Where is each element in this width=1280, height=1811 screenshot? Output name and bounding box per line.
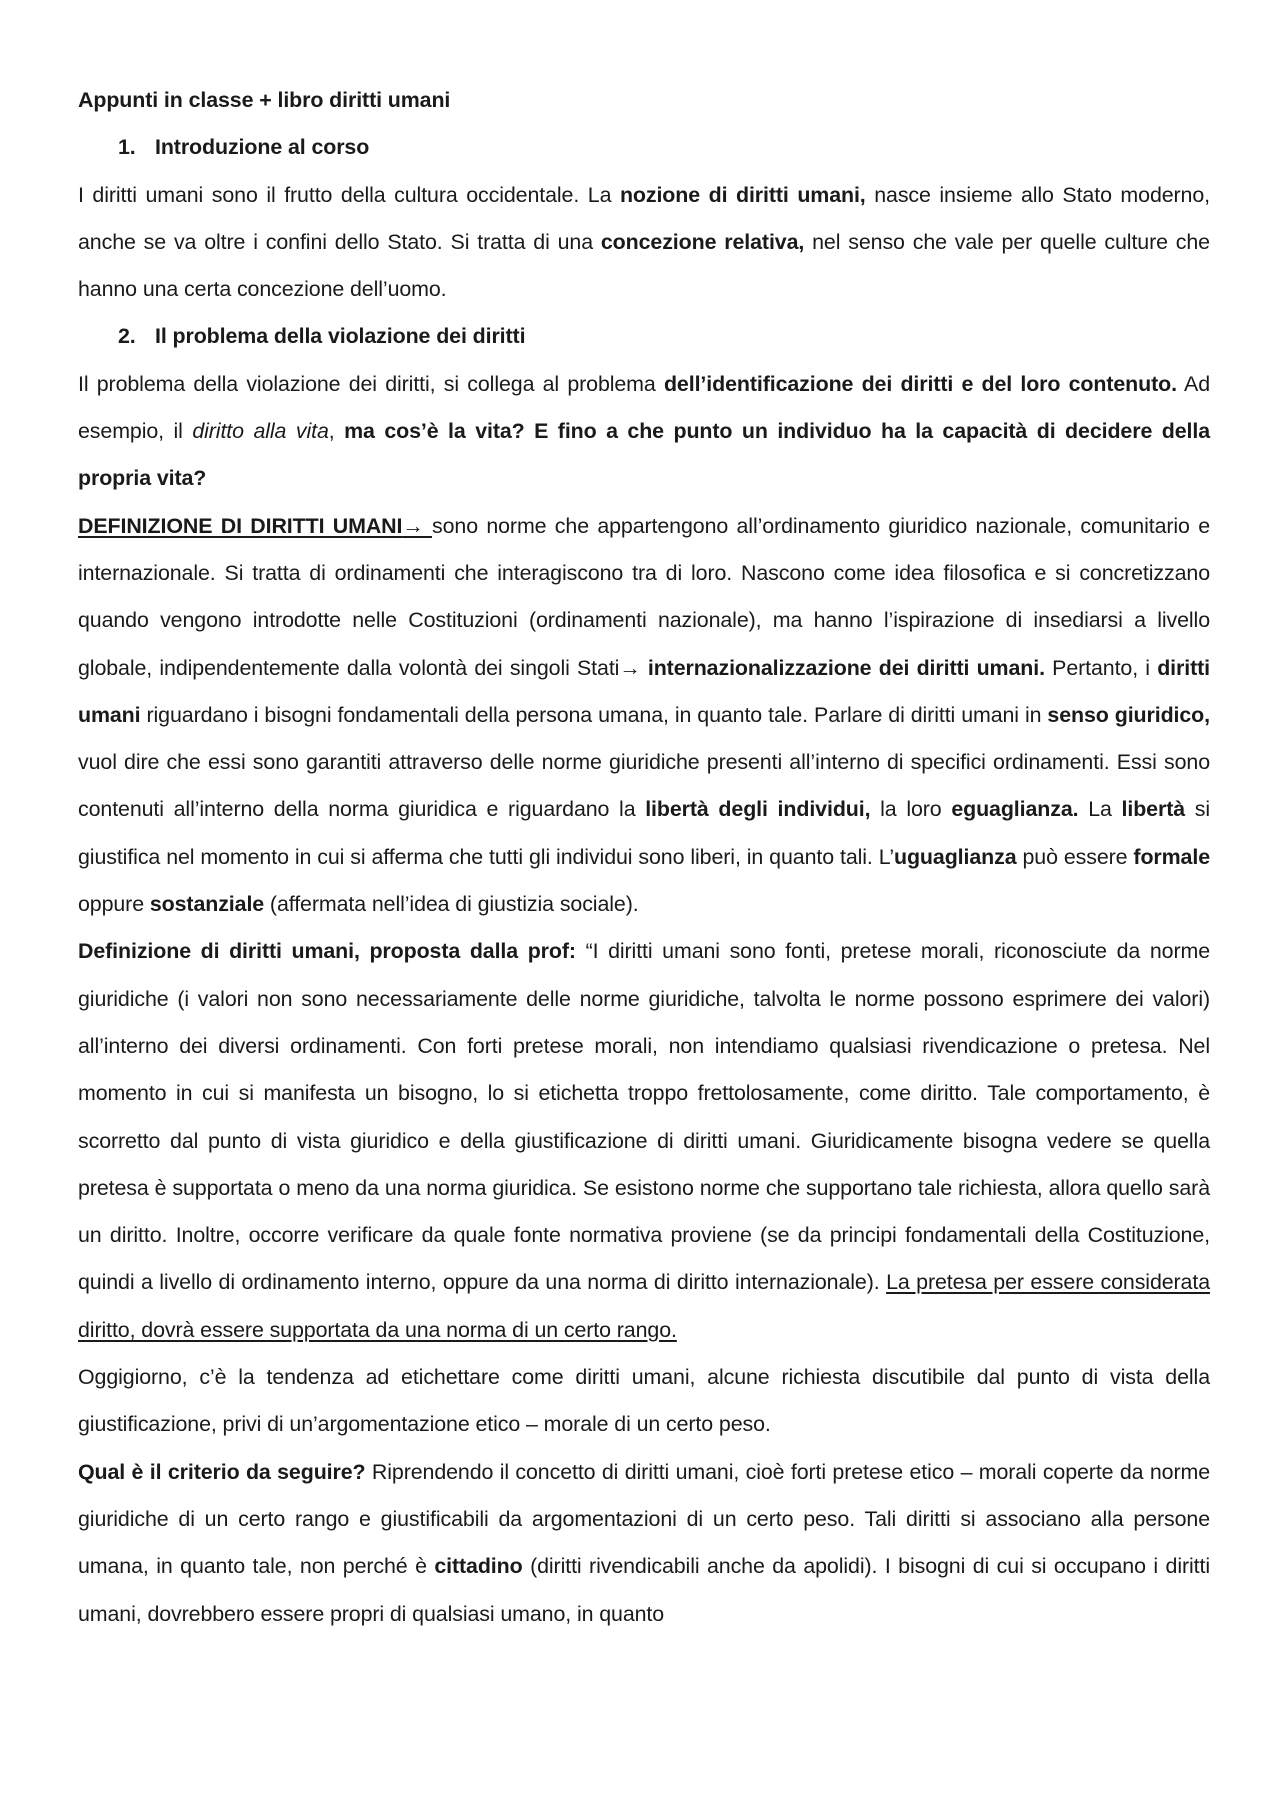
paragraph-intro: I diritti umani sono il frutto della cultura occidentale. La nozione di diritti umani, nasce insieme allo Stato moderno, anche se va oltre i confini dello Stato. Si tratta di una concezione relativa, nel senso che vale per quelle culture che hanno una certa concezione dell’uomo. — [78, 182, 1210, 302]
section-title: Introduzione al corso — [155, 135, 370, 160]
section-title: Il problema della violazione dei diritti — [155, 324, 526, 349]
paragraph-prof-definition: Definizione di diritti umani, proposta dalla prof: “I diritti umani sono fonti, pretese morali, riconosciute da norme giuridiche (i valori non sono necessariamente delle norme giuridiche, talvolta le norme possono esprimere dei valori) all’interno dei diversi ordinamenti. Con forti pretese morali, non intendiamo qualsiasi rivendicazione o pretesa. Nel momento in cui si manifesta un bisogno, lo si etichetta troppo frettolosamente, come diritto. Tale comportamento, è scorretto dal punto di vista giuridico e della giustificazione di diritti umani. Giuridicamente bisogna vedere se quella pretesa è supportata o meno da una norma giuridica. Se esistono norme che supportano tale richiesta, allora quello sarà un diritto. Inoltre, occorre verificare da quale fonte normativa proviene (se da principi fondamentali della Costituzione, quindi a livello di ordinamento interno, oppure da una norma di diritto internazionale). La pretesa per essere considerata diritto, dovrà essere supportata da una norma di un certo rango. — [78, 939, 1210, 1342]
arrow-right-icon: → — [402, 513, 432, 538]
section-number: 2. — [118, 324, 136, 349]
underlined-statement: La pretesa per essere considerata diritto, dovrà essere supportata da una norma di un certo rango. — [78, 1270, 1210, 1342]
document-body — [78, 77, 1210, 1638]
arrow-right-icon: → — [619, 655, 641, 680]
document-title: Appunti in classe + libro diritti umani — [78, 88, 451, 112]
paragraph-criterion: Qual è il criterio da seguire? Riprendendo il concetto di diritti umani, cioè forti pretese etico – morali coperte da norme giuridiche di un certo rango e giustificabili da argomentazioni di un certo peso. Tali diritti si associano alla persone umana, in quanto tale, non perché è cittadino (diritti rivendicabili anche da apolidi). I bisogni di cui si occupano i diritti umani, dovrebbero essere propri di qualsiasi umano, in quanto — [78, 1459, 1210, 1626]
section-heading-2 — [78, 313, 1210, 360]
section-number: 1. — [118, 135, 136, 160]
section-heading-1 — [78, 124, 1210, 171]
paragraph-tendency: Oggigiorno, c’è la tendenza ad etichettare come diritti umani, alcune richiesta discutibile dal punto di vista della giustificazione, privi di un’argomentazione etico – morale di un certo peso. — [78, 1365, 1210, 1437]
definition-heading: DEFINIZIONE DI DIRITTI UMANI→ — [78, 513, 432, 538]
paragraph-definition: DEFINIZIONE DI DIRITTI UMANI→ sono norme che appartengono all’ordinamento giuridico nazionale, comunitario e internazionale. Si tratta di ordinamenti che interagiscono tra di loro. Nascono come idea filosofica e si concretizzano quando vengono introdotte nelle Costituzioni (ordinamenti nazionale), ma hanno l’ispirazione di insediarsi a livello globale, indipendentemente dalla volontà dei singoli Stati→ internazionalizzazione dei diritti umani. Pertanto, i diritti umani riguardano i bisogni fondamentali della persona umana, in quanto tale. Parlare di diritti umani in senso giuridico, vuol dire che essi sono garantiti attraverso delle norme giuridiche presenti all’interno di specifici ordinamenti. Essi sono contenuti all’interno della norma giuridica e riguardano la libertà degli individui, la loro eguaglianza. La libertà si giustifica nel momento in cui si afferma che tutti gli individui sono liberi, in quanto tali. L’uguaglianza può essere formale oppure sostanziale (affermata nell’idea di giustizia sociale). — [78, 513, 1210, 917]
paragraph-violation: Il problema della violazione dei diritti, si collega al problema dell’identificazione dei diritti e del loro contenuto. Ad esempio, il diritto alla vita, ma cos’è la vita? E fino a che punto un individuo ha la capacità di decidere della propria vita? — [78, 371, 1211, 491]
